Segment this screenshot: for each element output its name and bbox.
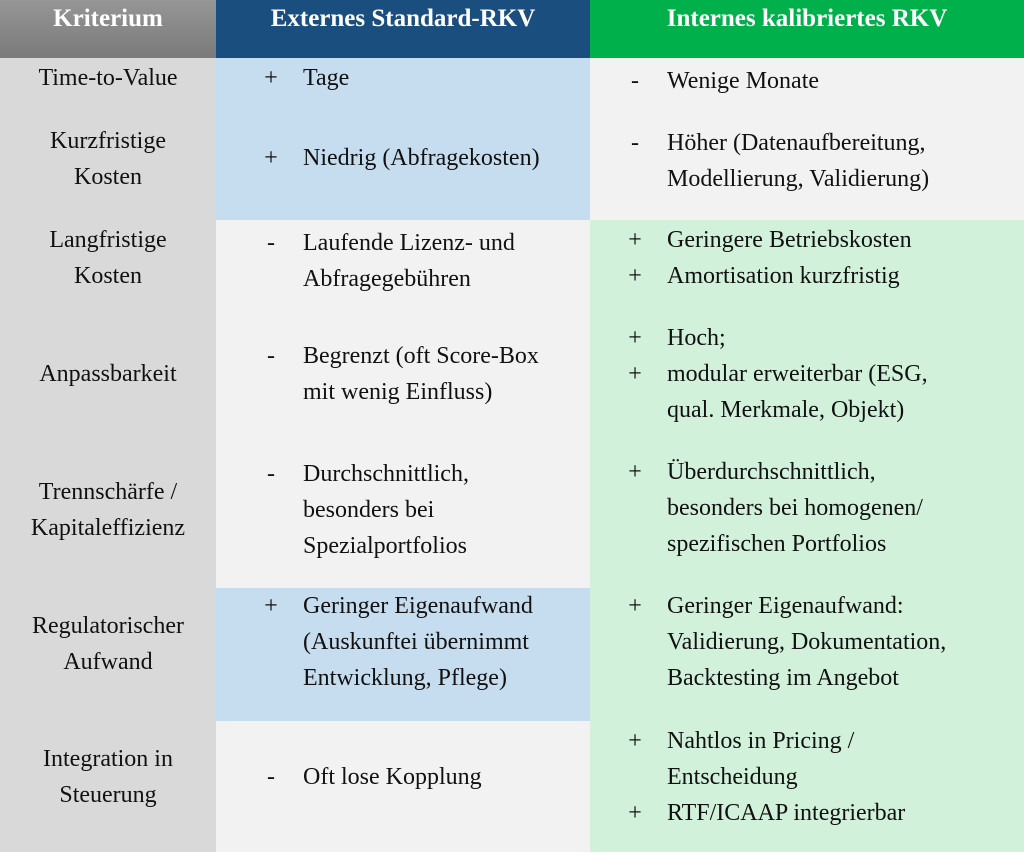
external-item: + Niedrig (Abfragekosten) [261,140,540,176]
external-item: - Oft lose Kopplung [261,759,482,795]
internal-item: + Amortisation kurzfristig [625,258,900,294]
criterion-cell [0,58,216,220]
external-item: + Geringer Eigenaufwand (Auskunftei übernimmt Entwicklung, Pflege) [261,588,533,696]
plus-marker: + [628,459,642,485]
minus-marker: - [267,461,275,487]
criterion-discriminatory-power: Trennschärfe / Kapitaleffizienz [30,479,186,541]
internal-cell [590,588,1024,721]
external-cell [216,721,590,852]
external-item: - Laufende Lizenz- und Abfragegebühren [261,225,515,297]
external-item: + Tage [261,60,349,96]
plus-marker: + [264,145,278,171]
criterion-integration: Integration in Steuerung [43,746,173,808]
criterion-short-term-costs: Kurzfristige Kosten [50,128,166,190]
plus-marker: + [264,593,278,619]
external-cell [216,588,590,721]
header-external-label: Externes Standard-RKV [270,5,536,32]
header-criterion-label: Kriterium [53,5,163,32]
header-internal-label: Internes kalibriertes RKV [666,5,948,32]
criterion-cell [0,220,216,588]
internal-item: + modular erweiterbar (ESG, qual. Merkmale, Objekt) [625,356,928,428]
internal-item: - Höher (Datenaufbereitung, Modellierung, Validierung) [625,125,929,197]
plus-marker: + [628,800,642,826]
minus-marker: - [267,764,275,790]
minus-marker: - [631,68,639,94]
plus-marker: + [628,728,642,754]
criterion-long-term-costs: Langfristige Kosten [49,227,167,289]
external-item: - Durchschnittlich, besonders bei Spezialportfolios [261,456,469,564]
minus-marker: - [267,343,275,369]
minus-marker: - [631,130,639,156]
plus-marker: + [628,593,642,619]
internal-item: + Überdurchschnittlich, besonders bei homogenen/ spezifischen Portfolios [625,454,923,562]
internal-item: - Wenige Monate [625,63,819,99]
criterion-regulatory-effort: Regulatorischer Aufwand [32,613,184,675]
external-cell [216,220,590,588]
internal-cell [590,721,1024,852]
criterion-cell [0,721,216,852]
header-criterion [0,0,216,58]
criterion-adaptability: Anpassbarkeit [39,361,177,387]
plus-marker: + [264,65,278,91]
plus-marker: + [628,325,642,351]
internal-item: + Nahtlos in Pricing / Entscheidung [625,723,854,795]
header-external [216,0,590,58]
criterion-time-to-value: Time-to-Value [38,65,178,91]
internal-item: + Geringere Betriebskosten [625,222,912,258]
plus-marker: + [628,263,642,289]
plus-marker: + [628,227,642,253]
internal-item: + RTF/ICAAP integrierbar [625,795,905,831]
minus-marker: - [267,230,275,256]
internal-cell [590,58,1024,220]
external-cell [216,58,590,220]
internal-item: + Geringer Eigenaufwand: Validierung, Dokumentation, Backtesting im Angebot [625,588,946,696]
header-internal [590,0,1024,58]
internal-cell [590,220,1024,588]
criterion-cell [0,588,216,721]
plus-marker: + [628,361,642,387]
internal-item: + Hoch; [625,320,726,356]
external-item: - Begrenzt (oft Score-Box mit wenig Einfluss) [261,338,539,410]
